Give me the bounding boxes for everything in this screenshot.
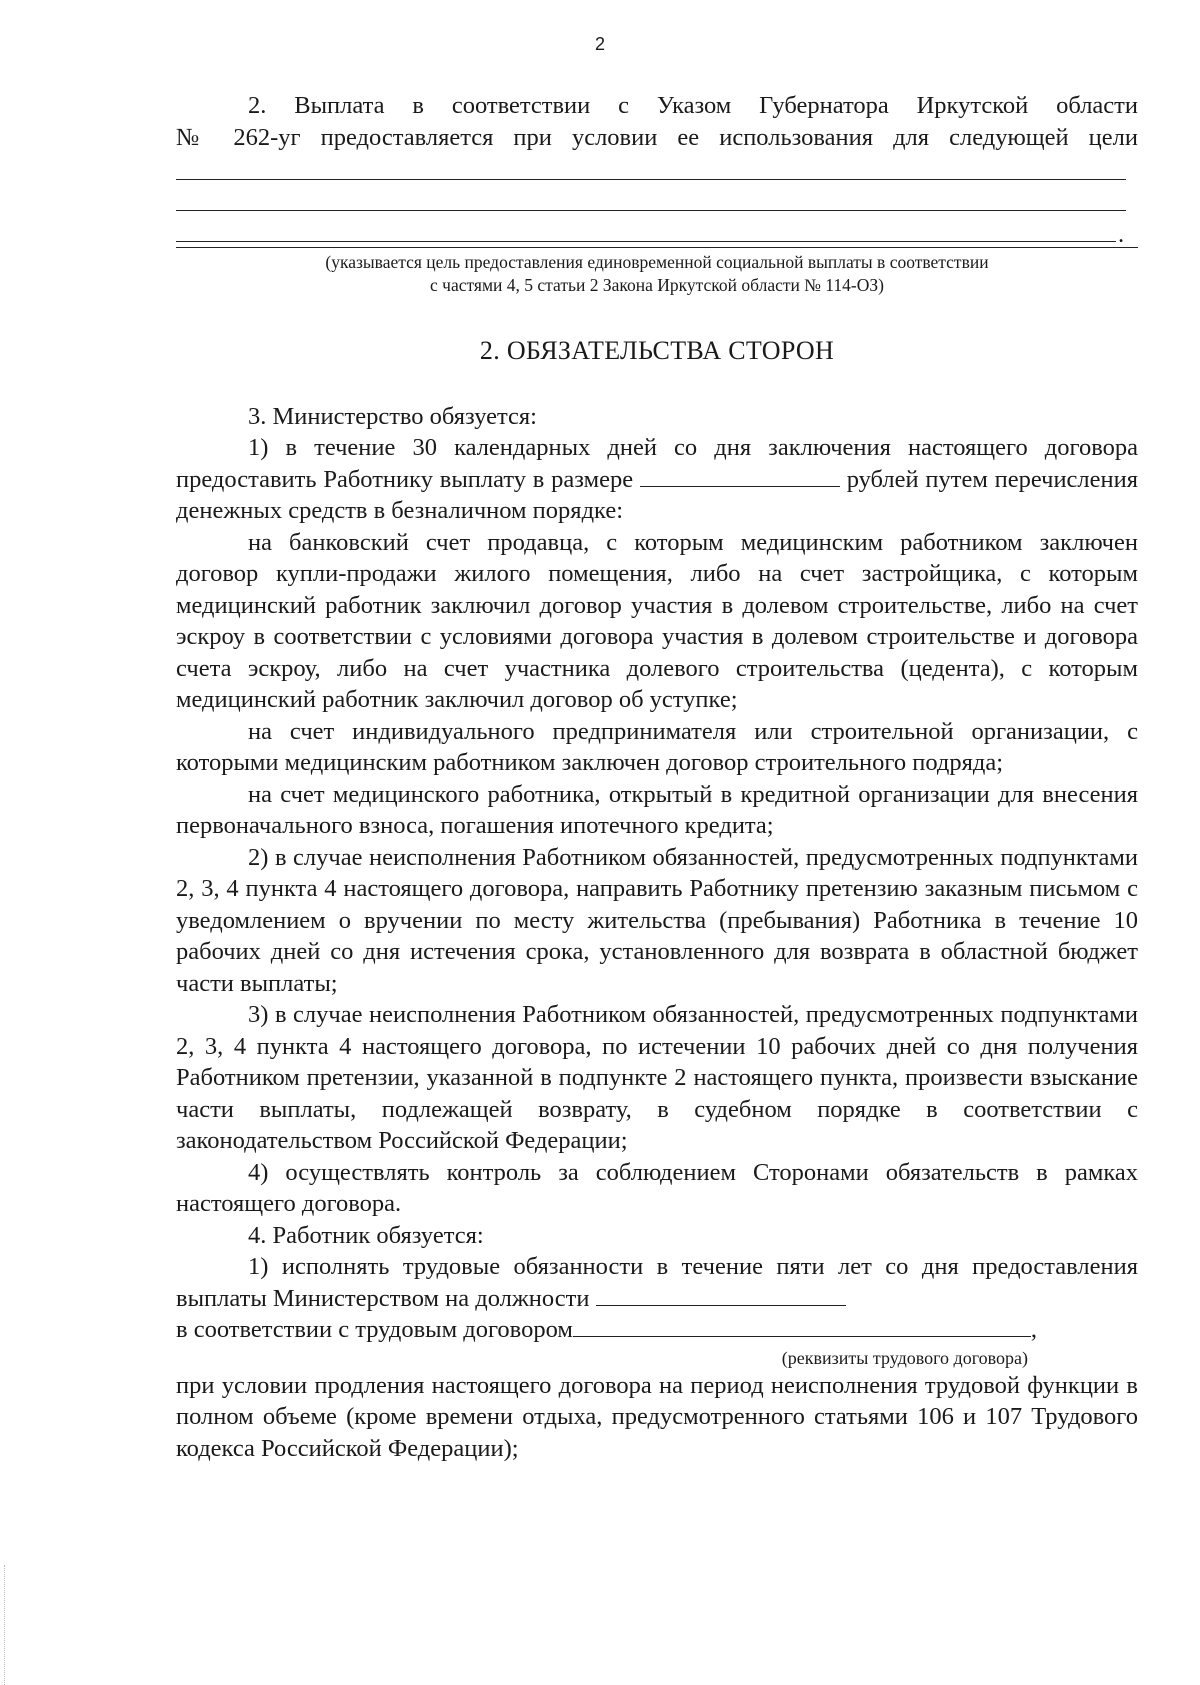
para-2-line2: № 262-уг предоставляется при условии ее использования для следующей цели: [176, 123, 1138, 151]
para-3-worker-account: на счет медицинского работника, открытый в кредитной организации для внесения первоначального взноса, погашения ипотечного кредита;: [176, 780, 1138, 839]
purpose-blank-line-1[interactable]: [176, 157, 1126, 180]
para-3-entrepreneur: на счет индивидуального предпринимателя или строительной организации, с которыми медицинским работником заключен договор строительного подряда;: [176, 717, 1138, 776]
para-3-item2: 2) в случае неисполнения Работником обязанностей, предусмотренных подпунктами 2, 3, 4 пункта 4 настоящего договора, направить Работнику претензию заказным письмом с уведомлением о вручении по месту жительства (пребывания) Работника в течение 10 рабочих дней со дня истечения срока, установленного для возврата в областной бюджет части выплаты;: [176, 843, 1138, 997]
para-3-item4: 4) осуществлять контроль за соблюдением Сторонами обязательств в рамках настоящего договора.: [176, 1158, 1138, 1217]
para-2-line1: 2. Выплата в соответствии с Указом Губернатора Иркутской области: [248, 92, 1138, 119]
para-4-item1-text-b: в соответствии с трудовым договором: [176, 1316, 573, 1343]
para-4-item1-continuation: при условии продления настоящего договора на период неисполнения трудовой функции в полном объеме (кроме времени отдыха, предусмотренного статьями 106 и 107 Трудового кодекса Российской Федерации);: [176, 1371, 1138, 1462]
position-blank[interactable]: [596, 1285, 846, 1306]
purpose-blank-line-3[interactable]: [176, 219, 1116, 242]
contract-comma: ,: [1030, 1316, 1037, 1343]
para-4-item1-text-a: 1) исполнять трудовые обязанности в течение пяти лет со дня предоставления выплаты Министерством на должности: [176, 1253, 1138, 1312]
employment-contract-blank[interactable]: [573, 1316, 1031, 1337]
para-3-item1-text-b: рублей путем перечисления денежных средств в безналичном порядке:: [176, 465, 1139, 524]
purpose-caption: [176, 247, 1138, 297]
para-3-item3: 3) в случае неисполнения Работником обязанностей, предусмотренных подпунктами 2, 3, 4 пункта 4 настоящего договора, по истечении 10 рабочих дней со дня получения Работником претензии, указанной в подпункте 2 настоящего пункта, произвести взыскание части выплаты, подлежащей возврату, в судебном порядке в соответствии с законодательством Российской Федерации;: [176, 1001, 1138, 1154]
para-3-item1: [176, 432, 1138, 527]
para-4-contract-line: [176, 1314, 1138, 1346]
para-3-bank-seller: на банковский счет продавца, с которым медицинским работником заключен договор купли-продажи жилого помещения, либо на счет застройщика, с которым медицинский работник заключил договор участия в долевом строительстве, либо на счет эскроу в соответствии с условиями договора участия в долевом строительстве и договора счета эскроу, либо на счет участника долевого строительства (цедента), с которым медицинский работник заключил договор об уступке;: [176, 528, 1138, 713]
para-3-heading: 3. Министерство обязуется:: [248, 402, 537, 430]
payment-amount-blank[interactable]: [640, 466, 840, 487]
para-3-item1-text-a: 1) в течение 30 календарных дней со дня заключения настоящего договора предоставить Работнику выплату в размере: [176, 434, 1138, 493]
para-4-item1: [176, 1251, 1138, 1314]
section-title: 2. ОБЯЗАТЕЛЬСТВА СТОРОН: [479, 336, 835, 365]
purpose-caption-line2: с частями 4, 5 статьи 2 Закона Иркутской области № 114-ОЗ): [430, 275, 884, 295]
document-body: [176, 90, 1138, 1464]
contract-caption: (реквизиты трудового договора): [781, 1347, 1028, 1368]
para-4-heading: 4. Работник обязуется:: [248, 1221, 484, 1249]
page-number: 2: [594, 34, 605, 54]
purpose-blank-row-3: [176, 211, 1138, 248]
purpose-end-mark: .: [1118, 221, 1125, 248]
purpose-caption-line1: (указывается цель предоставления единовременной социальной выплаты в соответствии: [325, 252, 989, 272]
purpose-blank-line-2[interactable]: [176, 188, 1126, 211]
scan-edge-marks: [4, 1565, 7, 1685]
